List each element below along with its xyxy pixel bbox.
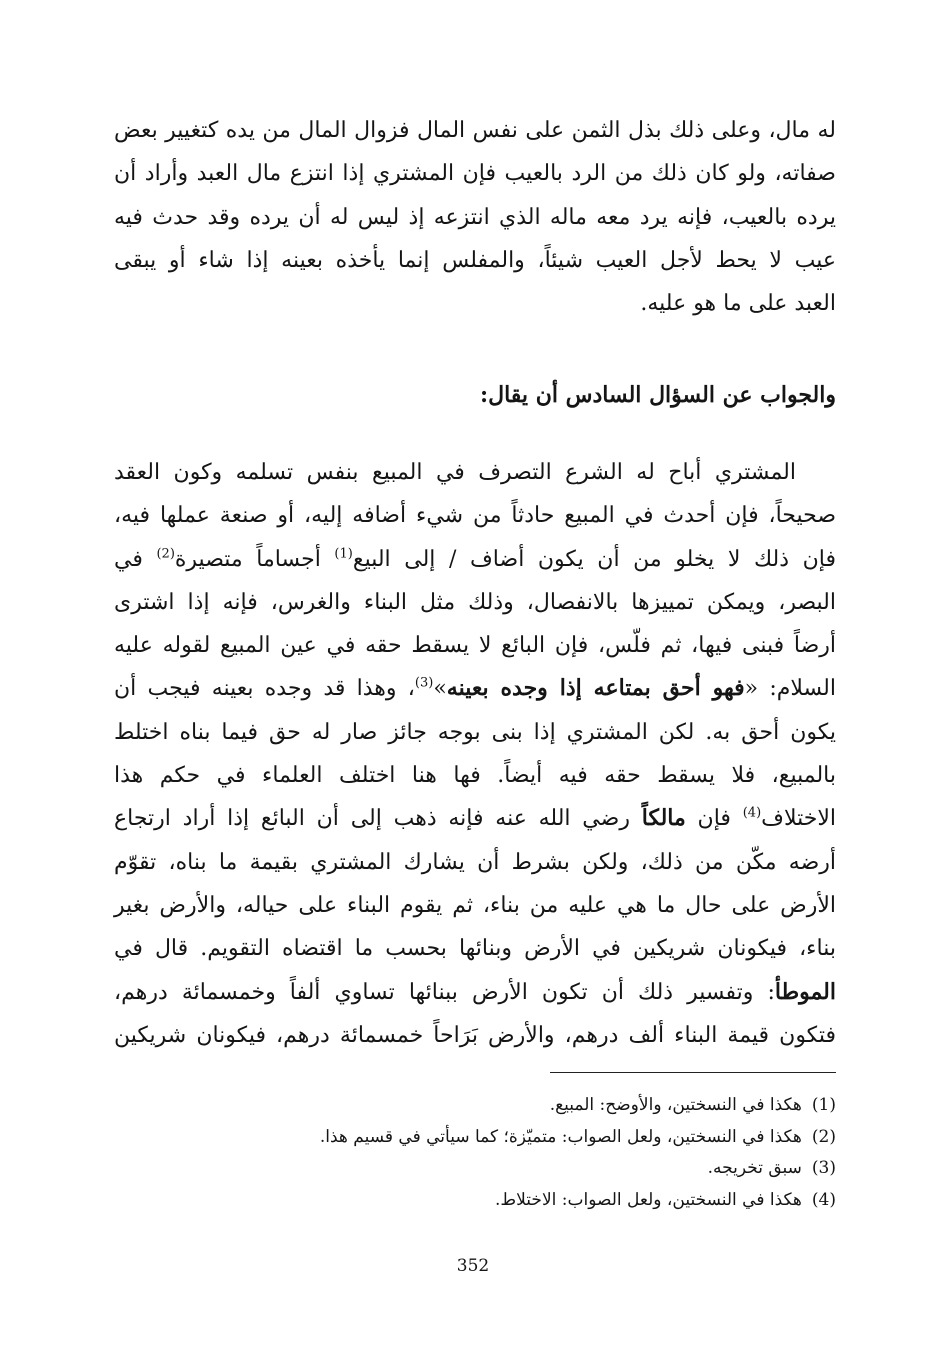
paragraph-answer	[114, 451, 836, 1057]
text-run: فإن ذلك لا يخلو من أن يكون أضاف / إلى البيع	[352, 546, 836, 572]
footnote-text: هكذا في النسختين، ولعل الصواب: الاختلاط.	[495, 1189, 802, 1210]
footnote-text: هكذا في النسختين، والأوضح: المبيع.	[549, 1095, 802, 1115]
text-line: أرضاً فبنى فيها، ثم فلّس، فإن البائع لا يسقط حقه في عين المبيع لقوله عليه	[114, 633, 836, 659]
text-line	[114, 538, 836, 581]
text-line: صفاته، ولو كان ذلك من الرد بالعيب فإن المشتري إذا انتزع مال العبد وأراد أن	[114, 161, 836, 187]
footnote-divider	[550, 1072, 836, 1073]
footnote-number: (1)	[811, 1095, 836, 1115]
text-run: أجساماً متصيرة	[174, 546, 335, 572]
text-run: : وتفسير ذلك أن تكون الأرض ببنائها تساوي ألفاً وخمسمائة درهم،	[114, 979, 775, 1005]
text-run: فإن	[685, 806, 743, 832]
hadith-quote: فهو أحق بمتاعه إذا وجده بعينه	[446, 675, 745, 702]
footnote-number: (4)	[811, 1189, 836, 1210]
text-line	[114, 667, 836, 710]
footnote-ref: (4)	[742, 806, 762, 822]
footnote	[114, 1153, 836, 1185]
text-line: أرضه مكّن من ذلك، ولكن بشرط أن يشارك المشتري بقيمة ما بناه، تقوّم	[114, 849, 836, 875]
text-run: السلام: «	[744, 676, 836, 702]
text-line: فتكون قيمة البناء ألف درهم، والأرض بَرَاحاً خمسمائة درهم، فيكونان شريكين	[114, 1022, 836, 1048]
text-line: البصر، ويمكن تمييزها بالانفصال، وذلك مثل البناء والغرس، فإنه إذا اشترى	[114, 589, 836, 615]
footnote-ref: (3)	[414, 676, 434, 692]
footnote	[114, 1122, 836, 1154]
footnote-ref: (1)	[334, 546, 353, 562]
text-line	[114, 971, 836, 1014]
page-number: 352	[456, 1256, 490, 1276]
footnote-text: سبق تخريجه.	[707, 1158, 802, 1178]
footnote	[114, 1090, 836, 1122]
text-line	[114, 797, 836, 840]
section-heading: والجواب عن السؤال السادس أن يقال:	[479, 382, 836, 408]
text-run: ، وهذا قد وجده بعينه فيجب أن	[114, 676, 415, 702]
footnote-number: (3)	[811, 1158, 836, 1178]
text-line: بالمبيع، فلا يسقط حقه فيه أيضاً. فها هنا اختلف العلماء في حكم هذا	[114, 763, 836, 789]
text-line: المشتري أباح له الشرع التصرف في المبيع بنفس تسلمه وكون العقد	[114, 460, 796, 485]
footnote-text: هكذا في النسختين، ولعل الصواب: متميّزة؛ كما سيأتي في قسيم هذا.	[319, 1126, 802, 1147]
text-line: يكون أحق به. لكن المشتري إذا بنى بوجه جائز صار له حق فيما بناه اختلط	[114, 719, 836, 745]
text-line: بناء، فيكونان شريكين في الأرض وبنائها بحسب ما اقتضاه التقويم. قال في	[114, 936, 836, 962]
text-run: الاختلاف	[761, 806, 836, 832]
footnotes	[114, 1090, 836, 1216]
text-line: الأرض على حال ما هي عليه من بناء، ثم يقوم البناء على حياله، والأرض بغير	[114, 892, 836, 918]
text-run: في	[114, 546, 157, 572]
text-line: عيب لا يحط لأجل العيب شيئاً، والمفلس إنما يأخذه بعينه إذا شاء أو يبقى	[114, 247, 836, 273]
footnote-ref: (2)	[156, 546, 175, 562]
text-line: صحيحاً، فإن أحدث في المبيع حادثاً من شيء أضافه إليه، أو صنعة عملها فيه،	[114, 503, 836, 529]
footnote-number: (2)	[811, 1126, 836, 1147]
bold-name: مالكاً	[641, 805, 686, 832]
footnote	[114, 1185, 836, 1217]
text-run: رضي الله عنه فإنه ذهب إلى أن البائع إذا أراد ارتجاع	[114, 806, 642, 832]
text-line: له مال، وعلى ذلك بذل الثمن على نفس المال فزوال المال من يده كتغيير بعض	[114, 118, 836, 143]
bold-title: الموطأ	[774, 978, 836, 1005]
text-line: يرده بالعيب، فإنه يرد معه ماله الذي انتزعه إذ ليس له أن يرده وقد حدث فيه	[114, 204, 836, 230]
text-run: »	[433, 676, 447, 702]
text-line: العبد على ما هو عليه.	[640, 291, 836, 317]
paragraph-continuation	[114, 109, 836, 325]
